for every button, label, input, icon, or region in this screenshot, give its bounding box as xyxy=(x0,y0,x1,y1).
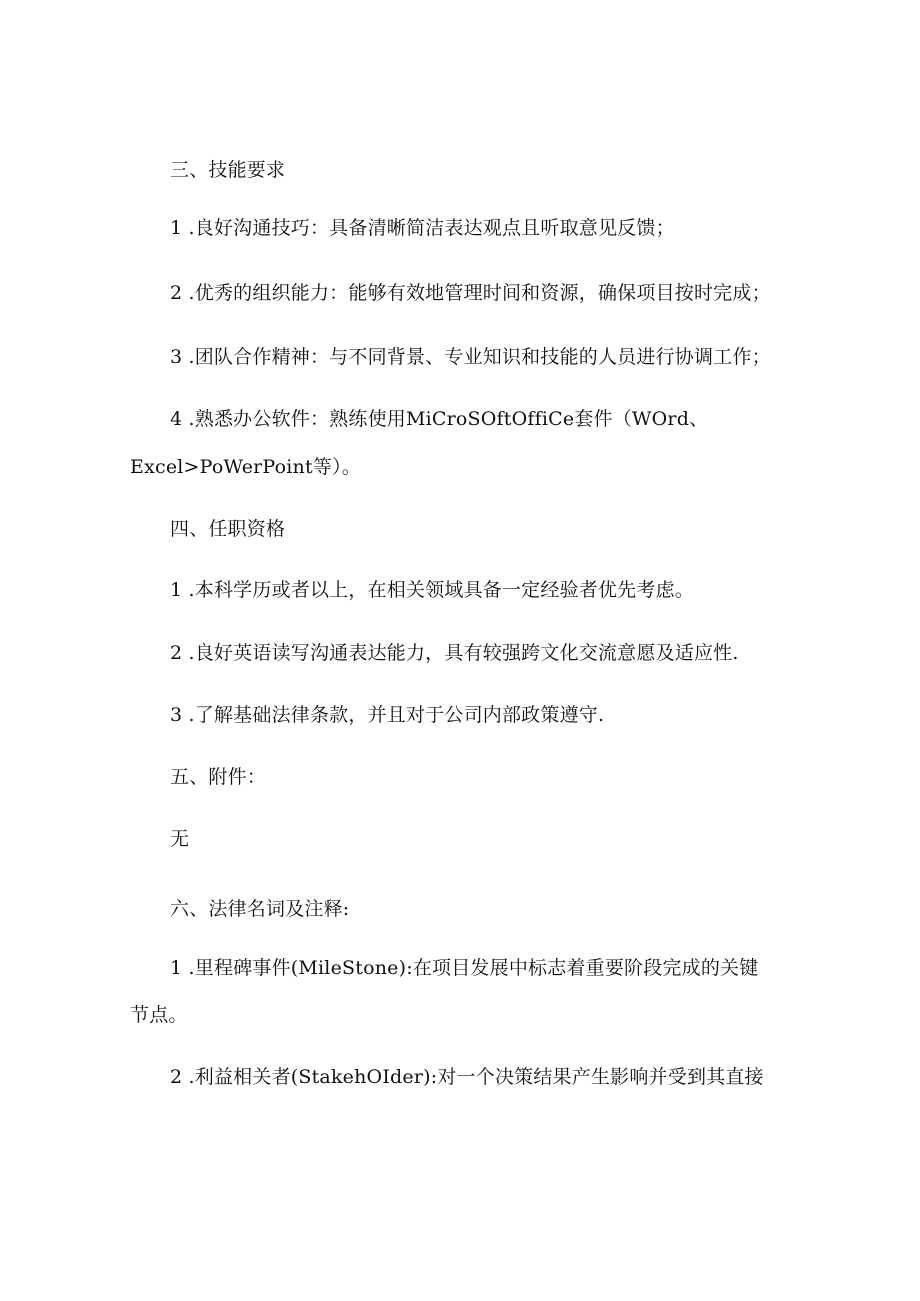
legal-term-item-2: 2 .利益相关者(StakehOIder):对一个决策结果产生影响并受到其直接 xyxy=(170,1066,764,1088)
attachments-content: 无 xyxy=(170,828,190,850)
section-heading-qualifications: 四、任职资格 xyxy=(170,518,286,540)
skill-item-4: 4 .熟悉办公软件：熟练使用MiCroSOftOffiCe套件（WOrd、 xyxy=(170,408,709,430)
skill-item-3: 3 .团队合作精神：与不同背景、专业知识和技能的人员进行协调工作； xyxy=(170,346,771,368)
qualification-item-2: 2 .良好英语读写沟通表达能力，具有较强跨文化交流意愿及适应性. xyxy=(170,642,739,664)
section-heading-legal-terms: 六、法律名词及注释: xyxy=(170,898,350,920)
qualification-item-3: 3 .了解基础法律条款，并且对于公司内部政策遵守. xyxy=(170,704,605,726)
skill-item-1: 1 .良好沟通技巧：具备清晰简洁表达观点且听取意见反馈； xyxy=(170,217,675,239)
legal-term-item-1-continuation: 节点。 xyxy=(130,1004,188,1026)
legal-term-item-1: 1 .里程碑事件(MileStone):在项目发展中标志着重要阶段完成的关键 xyxy=(170,957,759,979)
section-heading-skills: 三、技能要求 xyxy=(170,159,286,181)
skill-item-2: 2 .优秀的组织能力：能够有效地管理时间和资源，确保项目按时完成； xyxy=(170,282,771,304)
qualification-item-1: 1 .本科学历或者以上，在相关领域具备一定经验者优先考虑。 xyxy=(170,579,694,601)
section-heading-attachments: 五、附件： xyxy=(170,766,267,788)
skill-item-4-continuation: Excel>PoWerPoint等）。 xyxy=(130,456,361,478)
